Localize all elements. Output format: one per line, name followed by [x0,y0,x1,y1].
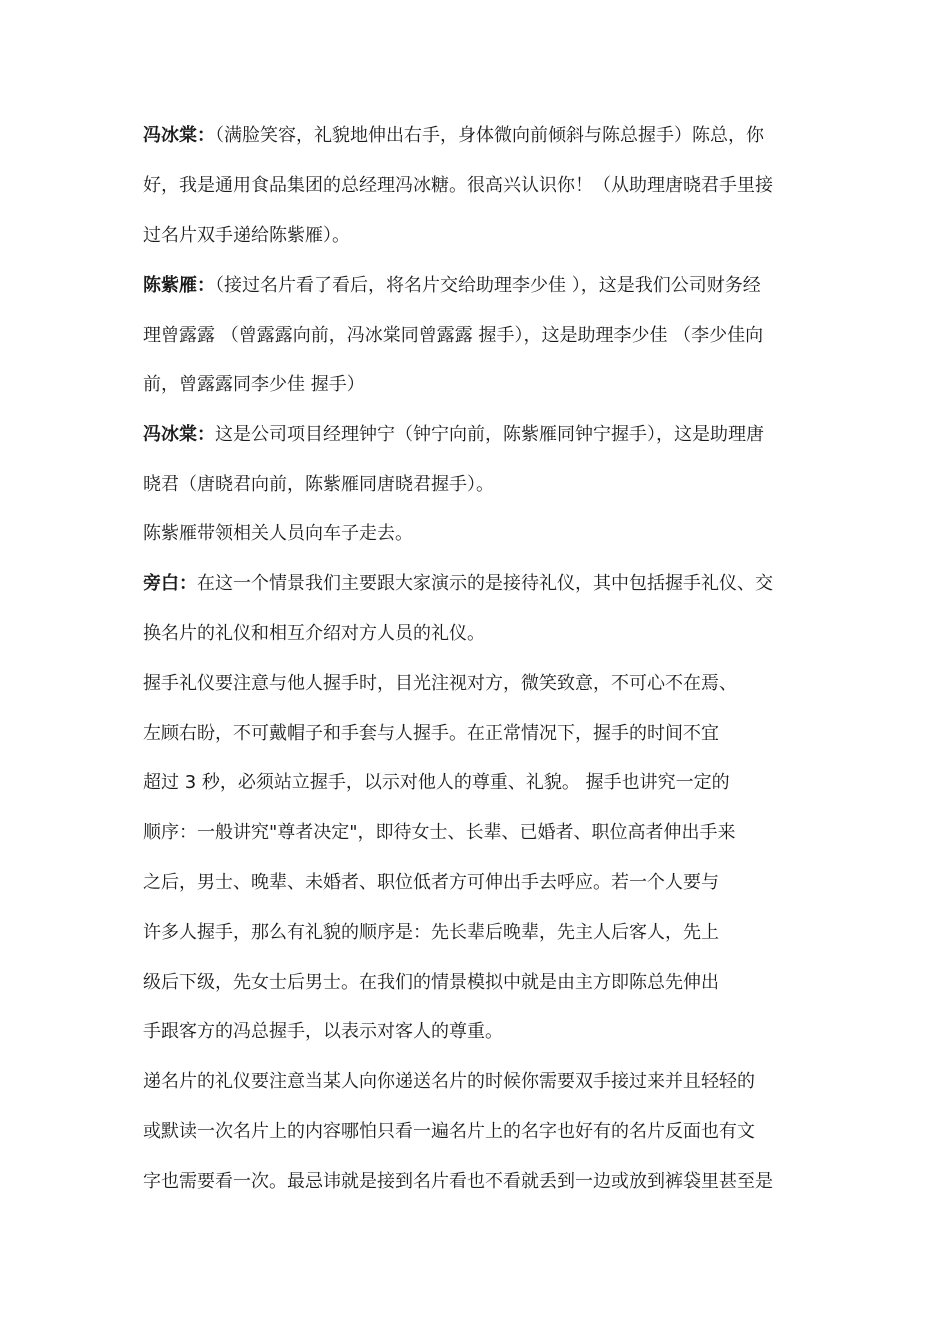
speaker-label: 旁白： [143,573,197,594]
text-line: 理曾露露 （曾露露向前，冯冰棠同曾露露 握手），这是助理李少佳 （李少佳向 [143,325,764,346]
text-line: 晓君（唐晓君向前，陈紫雁同唐晓君握手）。 [143,474,494,495]
text-line [143,124,823,148]
line-text: 这是公司项目经理钟宁（钟宁向前，陈紫雁同钟宁握手），这是助理唐 [215,424,764,445]
text-line: 顺序：一般讲究"尊者决定"，即待女士、长辈、已婚者、职位高者伸出手来 [143,822,736,843]
text-line: 陈紫雁带领相关人员向车子走去。 [143,523,413,544]
text-line [143,423,823,447]
speaker-label: 冯冰棠： [143,125,215,146]
text-line: 手跟客方的冯总握手，以表示对客人的尊重。 [143,1021,503,1042]
text-line: 超过 3 秒，必须站立握手，以示对他人的尊重、礼貌。 握手也讲究一定的 [143,772,730,793]
line-text: 在这一个情景我们主要跟大家演示的是接待礼仪，其中包括握手礼仪、交 [197,573,773,594]
text-line: 前，曾露露同李少佳 握手） [143,374,365,395]
text-line: 换名片的礼仪和相互介绍对方人员的礼仪。 [143,623,485,644]
speaker-label: 陈紫雁： [143,275,215,296]
text-line: 左顾右盼，不可戴帽子和手套与人握手。在正常情况下，握手的时间不宜 [143,723,719,744]
text-line: 过名片双手递给陈紫雁）。 [143,225,350,246]
text-line: 许多人握手，那么有礼貌的顺序是：先长辈后晚辈，先主人后客人，先上 [143,922,719,943]
line-text: （接过名片看了看后，将名片交给助理李少佳 ），这是我们公司财务经 [215,275,761,296]
text-line: 字也需要看一次。最忌讳就是接到名片看也不看就丢到一边或放到裤袋里甚至是 [143,1171,773,1192]
text-line [143,572,823,596]
text-line: 级后下级，先女士后男士。在我们的情景模拟中就是由主方即陈总先伸出 [143,972,719,993]
text-line [143,274,823,298]
text-line: 好，我是通用食品集团的总经理冯冰糖。很高兴认识你！（从助理唐晓君手里接 [143,175,773,196]
text-line: 递名片的礼仪要注意当某人向你递送名片的时候你需要双手接过来并且轻轻的 [143,1071,755,1092]
text-line: 或默读一次名片上的内容哪怕只看一遍名片上的名字也好有的名片反面也有文 [143,1121,755,1142]
text-line: 握手礼仪要注意与他人握手时，目光注视对方，微笑致意，不可心不在焉、 [143,673,737,694]
line-text: （满脸笑容，礼貌地伸出右手，身体微向前倾斜与陈总握手）陈总，你 [215,125,764,146]
speaker-label: 冯冰棠： [143,424,215,445]
text-line: 之后，男士、晚辈、未婚者、职位低者方可伸出手去呼应。若一个人要与 [143,872,719,893]
